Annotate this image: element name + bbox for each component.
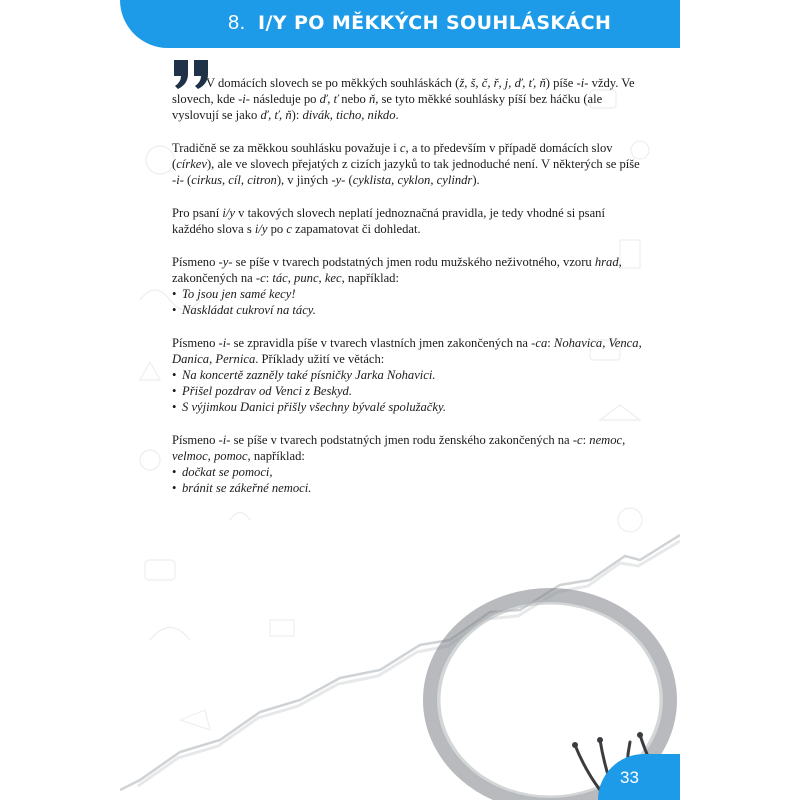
example-text: Na koncertě zazněly také písničky Jarka Nohavici. xyxy=(182,368,436,382)
text-segment: ž, š, č, ř, j, ď, ť, ň xyxy=(459,76,546,90)
example-text: Přišel pozdrav od Venci z Beskyd. xyxy=(182,384,352,398)
text-segment: -i- xyxy=(576,76,589,90)
page-number: 33 xyxy=(620,768,639,787)
text-segment: -y- xyxy=(331,173,346,187)
text-segment: , se tyto měkké souhlásky píší bez háčku (ale vyslovují se jako xyxy=(172,92,603,122)
text-segment: , xyxy=(602,336,609,350)
text-segment: . Příklady užití ve větách: xyxy=(255,352,385,366)
text-segment: , zakončených na xyxy=(172,255,622,285)
example-text: dočkat se pomoci, xyxy=(182,465,273,479)
text-segment: cirkus, cíl, citron xyxy=(191,173,277,187)
text-segment: c xyxy=(286,222,292,236)
example-text: S výjimkou Danici přišly všechny bývalé spolužačky. xyxy=(182,400,447,414)
example-text: bránit se zákeřné nemoci. xyxy=(182,481,312,495)
text-segment: i/y xyxy=(222,206,235,220)
torn-paper-decoration xyxy=(120,0,680,800)
text-segment: , xyxy=(638,336,642,350)
text-segment: Písmeno xyxy=(172,433,219,447)
text-segment: Tradičně se za měkkou souhlásku považuje i xyxy=(172,141,400,155)
text-segment: , xyxy=(622,433,626,447)
page xyxy=(120,0,680,800)
text-segment: ), v jiných xyxy=(276,173,332,187)
text-segment: Písmeno xyxy=(172,255,219,269)
text-segment: -i- xyxy=(238,92,250,106)
text-segment: c xyxy=(399,141,406,155)
text-segment: ň xyxy=(368,92,376,106)
text-segment: : xyxy=(265,271,273,285)
text-segment: -c xyxy=(572,433,583,447)
example-text: Naskládat cukroví na tácy. xyxy=(182,303,316,317)
text-segment: -i- xyxy=(218,433,231,447)
text-segment: se píše v tvarech podstatných jmen rodu mužského neživotného, vzoru xyxy=(232,255,595,269)
text-segment: Písmeno xyxy=(172,336,219,350)
text-segment: V domácích slovech se po měkkých souhláskách ( xyxy=(206,76,460,90)
chapter-title: I/Y PO MĚKKÝCH SOUHLÁSKÁCH xyxy=(258,12,612,34)
text-segment: ) píše xyxy=(545,76,577,90)
text-segment: hrad xyxy=(594,255,619,269)
text-segment: , a to především v případě domácích slov ( xyxy=(172,141,613,171)
text-segment: -ca xyxy=(531,336,548,350)
text-segment: ( xyxy=(345,173,353,187)
text-segment: tác, punc, kec xyxy=(272,271,342,285)
text-segment: pomoc xyxy=(213,449,248,463)
text-segment: Pro psaní xyxy=(172,206,223,220)
text-segment: velmoc xyxy=(172,449,208,463)
text-segment: se píše v tvarech podstatných jmen rodu ženského zakončených na xyxy=(230,433,573,447)
text-segment: nebo xyxy=(338,92,369,106)
text-segment: : xyxy=(582,433,590,447)
example-text: To jsou jen samé kecy! xyxy=(182,287,296,301)
text-segment: cyklista, cyklon, cylindr xyxy=(352,173,473,187)
text-segment: ( xyxy=(183,173,192,187)
text-segment: ď, ť, ň xyxy=(260,108,292,122)
text-segment: Nohavica xyxy=(553,336,603,350)
text-segment: , xyxy=(207,449,214,463)
text-segment: -i- xyxy=(218,336,231,350)
text-segment: -c xyxy=(255,271,266,285)
text-segment: církev xyxy=(176,157,207,171)
text-segment: po xyxy=(267,222,287,236)
text-segment: ), ale ve slovech přejatých z cizích jazyků to tak jednoduché není. V některých se píše xyxy=(206,157,640,171)
text-segment: nemoc xyxy=(589,433,623,447)
text-segment: . xyxy=(395,108,399,122)
text-segment: Pernica xyxy=(215,352,256,366)
text-segment: vždy. Ve slovech, kde xyxy=(172,76,635,106)
text-segment: ). xyxy=(472,173,480,187)
text-segment: ): xyxy=(291,108,303,122)
text-segment: se zpravidla píše v tvarech vlastních jmen zakončených na xyxy=(230,336,532,350)
text-segment: , xyxy=(209,352,216,366)
text-segment: následuje po xyxy=(250,92,320,106)
text-segment: -i- xyxy=(172,173,184,187)
text-segment: i/y xyxy=(254,222,268,236)
text-segment: -y- xyxy=(218,255,233,269)
text-segment: Danica xyxy=(172,352,210,366)
text-segment: zapamatovat či dohledat. xyxy=(291,222,421,236)
text-segment: , například: xyxy=(341,271,399,285)
chapter-number: 8. xyxy=(228,12,246,34)
text-segment: , například: xyxy=(247,449,305,463)
text-segment: : xyxy=(547,336,554,350)
text-segment: ď, ť xyxy=(319,92,339,106)
text-segment: Venca xyxy=(608,336,639,350)
text-segment: divák, ticho, nikdo xyxy=(302,108,396,122)
text-segment: v takových slovech neplatí jednoznačná pravidla, je tedy vhodné si psaní každého slova s xyxy=(172,206,605,236)
